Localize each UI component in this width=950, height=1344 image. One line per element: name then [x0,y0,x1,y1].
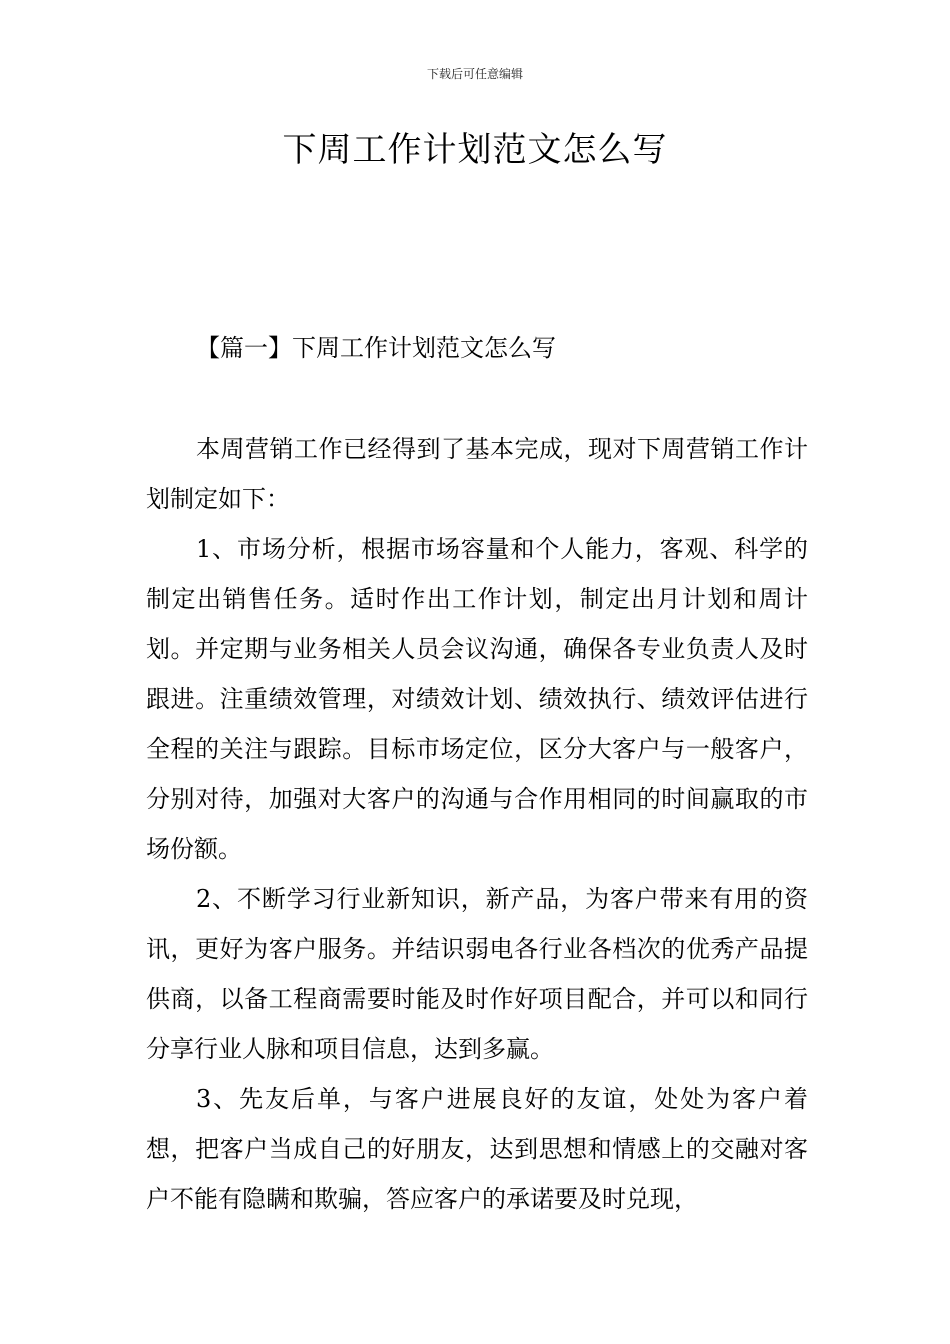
paragraph-item-1: 1、市场分析，根据市场容量和个人能力，客观、科学的制定出销售任务。适时作出工作计划，制定出月计划和周计划。并定期与业务相关人员会议沟通，确保各专业负责人及时跟进。注重绩效管理，对绩效计划、绩效执行、绩效评估进行全程的关注与跟踪。目标市场定位，区分大客户与一般客户，分别对待，加强对大客户的沟通与合作用相同的时间赢取的市场份额。 [146,535,808,863]
header-note: 下载后可任意编辑 [426,67,523,81]
document-title: 下周工作计划范文怎么写 [282,130,668,170]
paragraph-item-2: 2、不断学习行业新知识，新产品，为客户带来有用的资讯，更好为客户服务。并结识弱电各行业各档次的优秀产品提供商，以备工程商需要时能及时作好项目配合，并可以和同行分享行业人脉和项目信息，达到多赢。 [146,885,808,1063]
body-text [146,424,808,1224]
paragraph-intro: 本周营销工作已经得到了基本完成，现对下周营销工作计划制定如下： [146,435,808,513]
section-heading: 【篇一】下周工作计划范文怎么写 [196,334,556,362]
paragraph-item-3: 3、先友后单，与客户进展良好的友谊，处处为客户着想，把客户当成自己的好朋友，达到思想和情感上的交融对客户不能有隐瞒和欺骗，答应客户的承诺要及时兑现， [146,1085,808,1213]
